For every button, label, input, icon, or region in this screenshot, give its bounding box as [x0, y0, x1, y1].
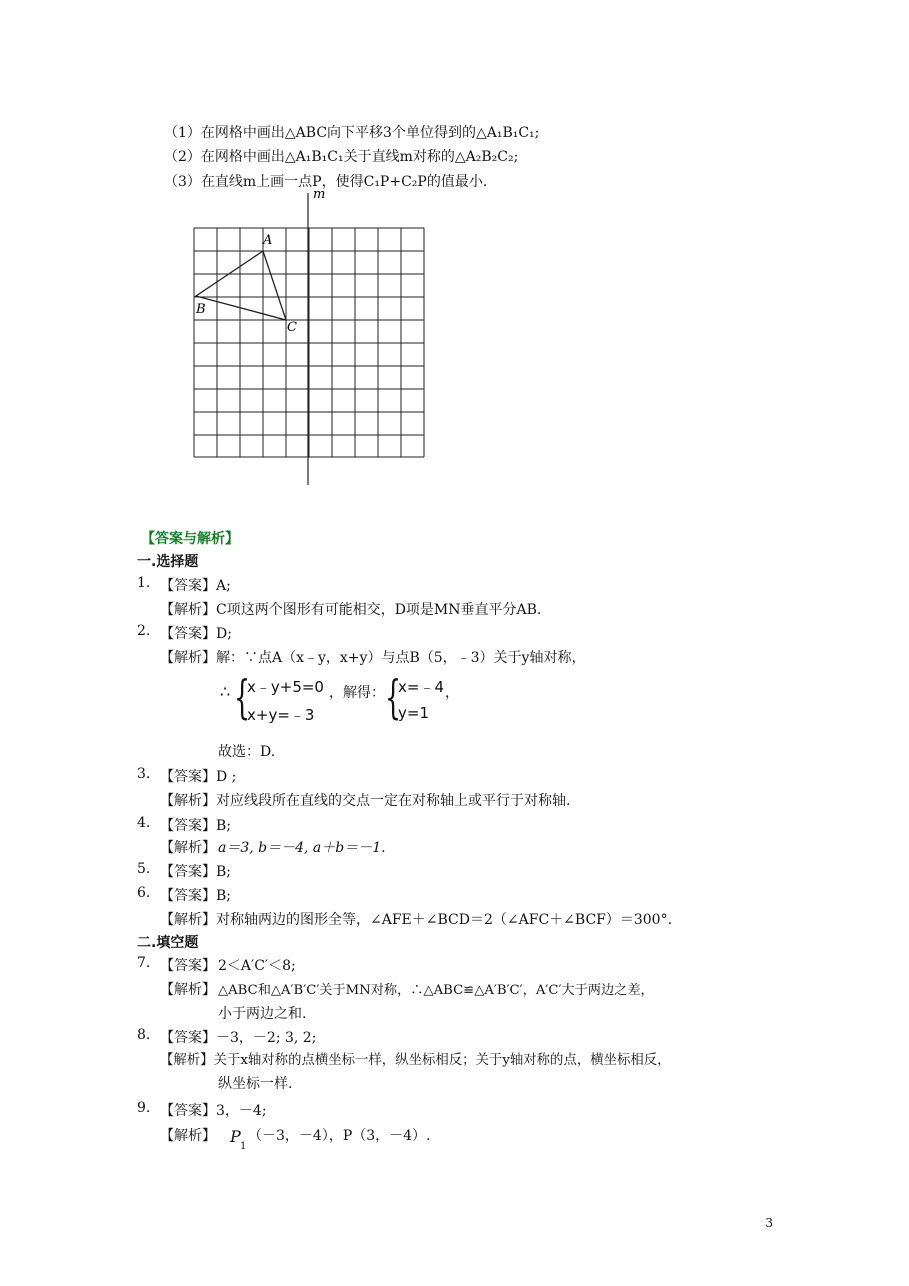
item-2-answer: 【答案】D; [160, 626, 232, 642]
system-1-line-2: x+y=﹣3 [247, 706, 315, 724]
point-p1-subscript: 1 [240, 1141, 247, 1152]
grid-figure [185, 185, 435, 490]
vertex-c-label: C [287, 320, 297, 335]
item-1-answer: 【答案】A; [160, 578, 231, 594]
item-6-number: 6. [137, 885, 151, 901]
point-p1-symbol: P [230, 1127, 241, 1146]
system-2-line-1: x=﹣4 [398, 678, 444, 696]
item-7-explanation: △ABC和△A′B′C′关于MN对称，∴△ABC≌△A′B′C′，A′C′大于两边之差， [218, 983, 654, 998]
item-9-number: 9. [137, 1100, 151, 1116]
item-8-explanation-cont: 纵坐标一样. [218, 1076, 293, 1092]
line-m-label: m [313, 187, 326, 202]
item-6-answer: 【答案】B; [160, 888, 232, 904]
question-1: （1）在网格中画出△ABC向下平移3个单位得到的△A₁B₁C₁; [164, 125, 540, 141]
item-9-answer: 【答案】3，－4; [160, 1103, 267, 1119]
item-3-answer: 【答案】D ; [160, 769, 237, 785]
item-7-answer: 2＜A′C′＜8; [218, 958, 296, 974]
triangle-abc [196, 251, 286, 320]
item-5-number: 5. [137, 861, 151, 877]
section-fill-heading: 二.填空题 [137, 935, 199, 951]
item-9-explanation-tag: 【解析】 [160, 1128, 216, 1144]
item-5-answer: 【答案】B; [160, 864, 232, 880]
page-number: 3 [765, 1216, 773, 1230]
solve-text: ，解得： [329, 685, 385, 701]
system-1-line-1: x﹣y+5=0 [247, 678, 324, 696]
question-3: （3）在直线m上画一点P，使得C₁P+C₂P的值最小. [164, 174, 488, 190]
vertex-a-label: A [263, 233, 273, 248]
item-4-answer: 【答案】B; [160, 818, 232, 834]
item-7-explanation-tag: 【解析】 [160, 982, 216, 998]
answers-heading: 【答案与解析】 [141, 531, 239, 547]
item-7-explanation-cont: 小于两边之和. [218, 1006, 307, 1022]
system-2-comma: ， [445, 685, 459, 701]
system-2-line-2: y=1 [398, 704, 429, 722]
item-3-explanation: 【解析】对应线段所在直线的交点一定在对称轴上或平行于对称轴. [160, 793, 571, 809]
item-7-number: 7. [137, 955, 151, 971]
therefore-symbol: ∴ [220, 682, 231, 701]
grid-lines [194, 228, 424, 457]
question-2: （2）在网格中画出△A₁B₁C₁关于直线m对称的△A₂B₂C₂; [164, 149, 519, 165]
item-9-explanation: （－3，－4），P（3，－4）. [248, 1128, 431, 1144]
equation-system-2: { x=﹣4 y=1 [385, 670, 444, 724]
item-8-number: 8. [137, 1027, 151, 1043]
item-8-answer: 【答案】－3，－2; 3, 2; [160, 1030, 317, 1046]
item-1-number: 1. [137, 575, 151, 591]
item-4-explanation: a＝3, b＝－4, a＋b＝－1. [218, 840, 386, 856]
item-2-number: 2. [137, 623, 151, 639]
item-2-explanation: 【解析】解：∵点A（x﹣y，x+y）与点B（5，﹣3）关于y轴对称， [160, 650, 586, 666]
item-8-explanation: 【解析】关于x轴对称的点横坐标一样，纵坐标相反；关于y轴对称的点，横坐标相反， [160, 1053, 671, 1068]
section-choice-heading: 一.选择题 [137, 554, 199, 570]
equation-system-1: { x﹣y+5=0 x+y=﹣3 [234, 670, 324, 724]
item-7-answer-tag: 【答案】 [160, 958, 216, 974]
item-3-number: 3. [137, 766, 151, 782]
item-6-explanation: 【解析】对称轴两边的图形全等，∠AFE＋∠BCD＝2（∠AFC＋∠BCF）＝300°. [160, 912, 673, 928]
vertex-b-label: B [196, 302, 206, 317]
item-1-explanation: 【解析】C项这两个图形有可能相交，D项是MN垂直平分AB. [160, 602, 542, 618]
item-4-number: 4. [137, 815, 151, 831]
item-4-explanation-tag: 【解析】 [160, 840, 216, 856]
item-2-choice: 故选：D. [218, 744, 276, 760]
